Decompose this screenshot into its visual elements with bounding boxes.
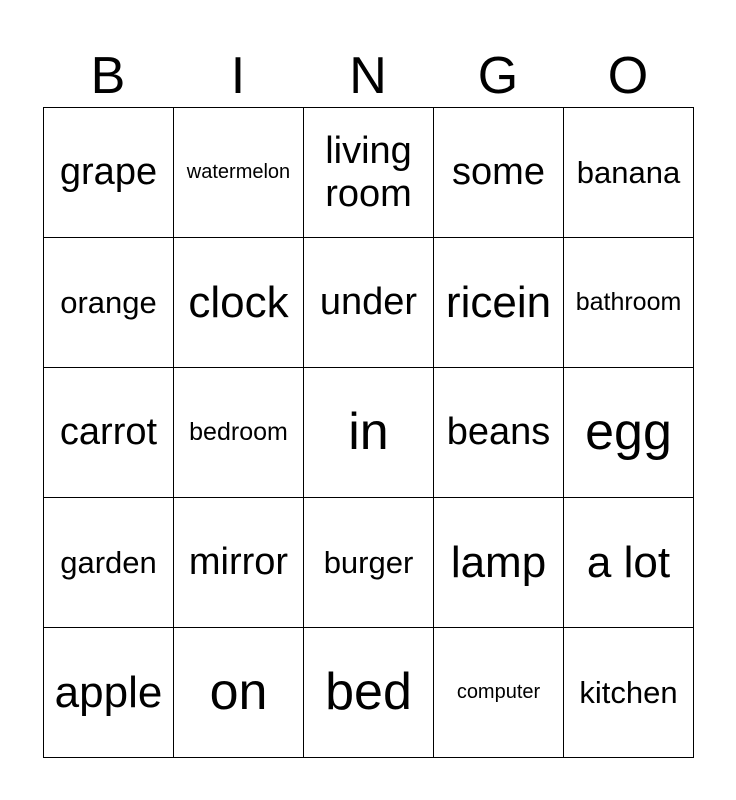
- bingo-cell[interactable]: [434, 628, 564, 758]
- bingo-cell[interactable]: [174, 498, 304, 628]
- cell-label: apple: [54, 667, 163, 717]
- cell-label: garden: [60, 544, 157, 580]
- bingo-cell[interactable]: [434, 238, 564, 368]
- board-row: [44, 238, 694, 368]
- cell-label: mirror: [188, 541, 289, 584]
- bingo-cell[interactable]: [564, 628, 694, 758]
- board-row: [44, 498, 694, 628]
- bingo-cell[interactable]: [44, 628, 174, 758]
- bingo-cell[interactable]: [304, 238, 434, 368]
- bingo-cell[interactable]: [174, 108, 304, 238]
- cell-label: computer: [456, 681, 541, 704]
- bingo-cell[interactable]: [564, 108, 694, 238]
- bingo-cell[interactable]: [44, 498, 174, 628]
- cell-label: a lot: [586, 537, 671, 587]
- bingo-cell[interactable]: [174, 368, 304, 498]
- bingo-cell[interactable]: [564, 238, 694, 368]
- bingo-cell[interactable]: [564, 498, 694, 628]
- cell-label: on: [209, 663, 268, 722]
- bingo-cell[interactable]: [304, 628, 434, 758]
- bingo-cell[interactable]: [304, 108, 434, 238]
- board-row: [44, 368, 694, 498]
- cell-label: in: [348, 403, 389, 462]
- bingo-cell[interactable]: [174, 238, 304, 368]
- cell-label: burger: [323, 544, 414, 580]
- cell-label: lamp: [450, 537, 547, 587]
- bingo-cell[interactable]: [304, 498, 434, 628]
- bingo-cell[interactable]: [44, 108, 174, 238]
- cell-label: kitchen: [579, 674, 678, 710]
- bingo-cell[interactable]: [434, 498, 564, 628]
- header-letter-g: G: [477, 47, 519, 105]
- cell-label: watermelon: [186, 161, 291, 184]
- header-letter-i: I: [230, 47, 246, 105]
- cell-label: orange: [60, 284, 157, 320]
- cell-label: egg: [585, 403, 672, 462]
- cell-label: under: [319, 281, 418, 324]
- cell-label: carrot: [59, 411, 158, 454]
- header-letter-b: B: [90, 47, 126, 105]
- bingo-cell[interactable]: [174, 628, 304, 758]
- bingo-header: [43, 44, 693, 108]
- header-letter-o: O: [607, 47, 649, 105]
- board-row: [44, 628, 694, 758]
- cell-label: bed: [325, 663, 412, 722]
- bingo-cell[interactable]: [434, 368, 564, 498]
- cell-label: bathroom: [575, 288, 682, 317]
- header-letter-n: N: [349, 47, 387, 105]
- bingo-cell[interactable]: [44, 368, 174, 498]
- cell-label: clock: [188, 277, 289, 327]
- bingo-cell[interactable]: [304, 368, 434, 498]
- bingo-cell[interactable]: [434, 108, 564, 238]
- cell-label: beans: [446, 411, 551, 454]
- cell-label: ricein: [445, 277, 552, 327]
- bingo-cell[interactable]: [564, 368, 694, 498]
- cell-label: grape: [59, 151, 158, 194]
- cell-label: bedroom: [189, 418, 288, 447]
- cell-label: banana: [576, 154, 681, 190]
- board-row: [44, 108, 694, 238]
- cell-label: some: [452, 151, 545, 194]
- cell-label: living room: [325, 129, 412, 215]
- bingo-board: [43, 107, 694, 758]
- bingo-cell[interactable]: [44, 238, 174, 368]
